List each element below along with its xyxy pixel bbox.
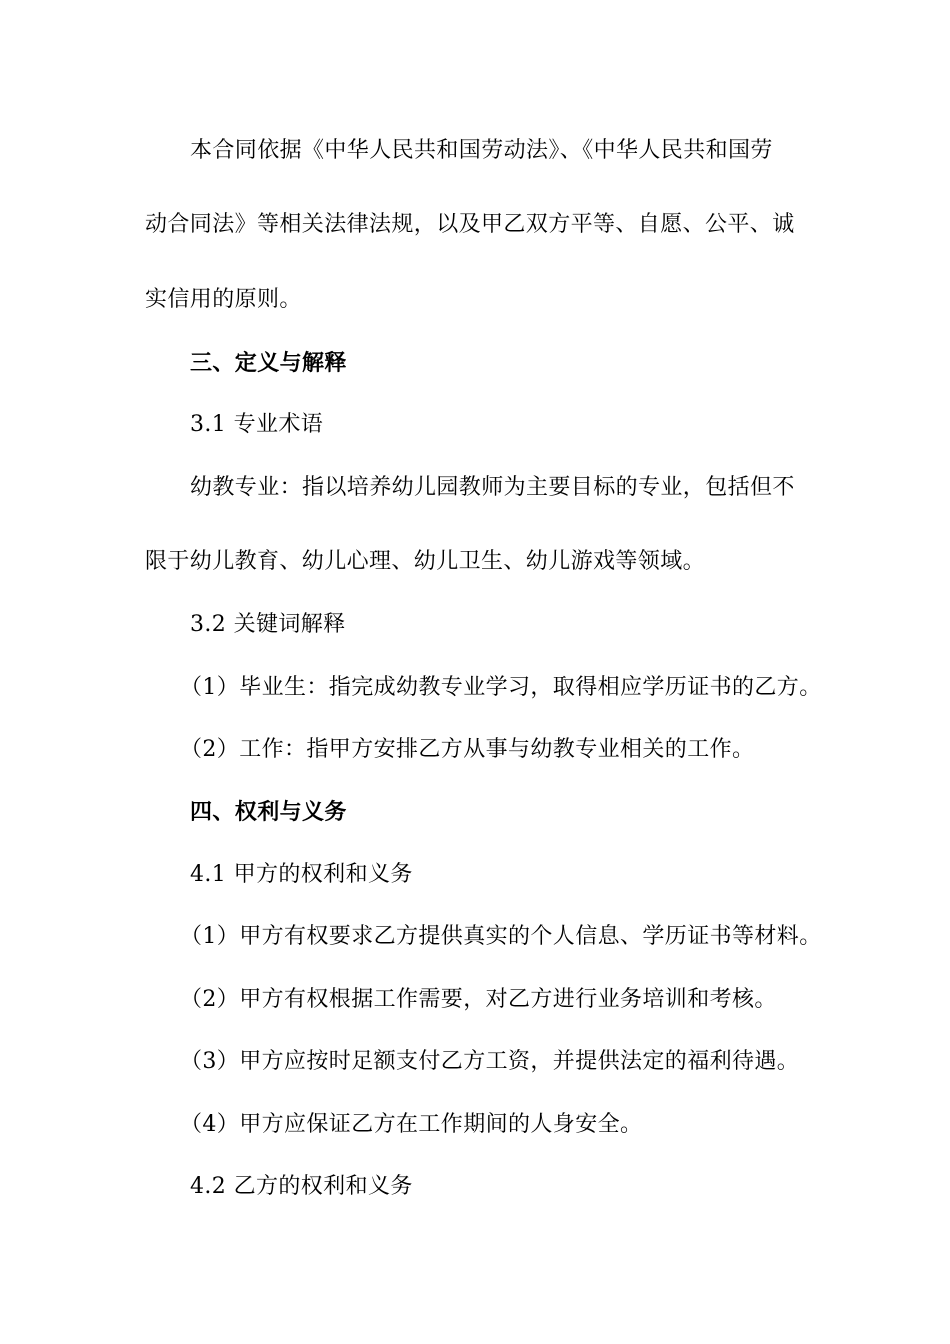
list-item: （4）甲方应保证乙方在工作期间的人身安全。 (180, 1112, 643, 1137)
list-item: （2）甲方有权根据工作需要，对乙方进行业务培训和考核。 (180, 987, 777, 1012)
subsection-heading: 4.1 甲方的权利和义务 (190, 862, 413, 887)
intro-paragraph-line: 动合同法》等相关法律法规，以及甲乙双方平等、自愿、公平、诚 (145, 212, 795, 237)
intro-paragraph-line: 本合同依据《中华人民共和国劳动法》、《中华人民共和国劳 (190, 138, 773, 163)
intro-paragraph-line: 实信用的原则。 (145, 287, 302, 312)
list-item: （1）毕业生：指完成幼教专业学习，取得相应学历证书的乙方。 (180, 675, 822, 700)
list-item: （3）甲方应按时足额支付乙方工资，并提供法定的福利待遇。 (180, 1049, 800, 1074)
section-heading: 三、定义与解释 (190, 350, 347, 376)
list-item: （2）工作：指甲方安排乙方从事与幼教专业相关的工作。 (180, 737, 755, 762)
definition-paragraph-line: 幼教专业：指以培养幼儿园教师为主要目标的专业，包括但不 (190, 475, 795, 500)
section-heading: 四、权利与义务 (190, 799, 347, 825)
subsection-heading: 3.2 关键词解释 (190, 612, 346, 637)
subsection-heading: 4.2 乙方的权利和义务 (190, 1174, 413, 1199)
subsection-heading: 3.1 专业术语 (190, 412, 324, 437)
list-item: （1）甲方有权要求乙方提供真实的个人信息、学历证书等材料。 (180, 924, 822, 949)
definition-paragraph-line: 限于幼儿教育、幼儿心理、幼儿卫生、幼儿游戏等领域。 (145, 549, 706, 574)
